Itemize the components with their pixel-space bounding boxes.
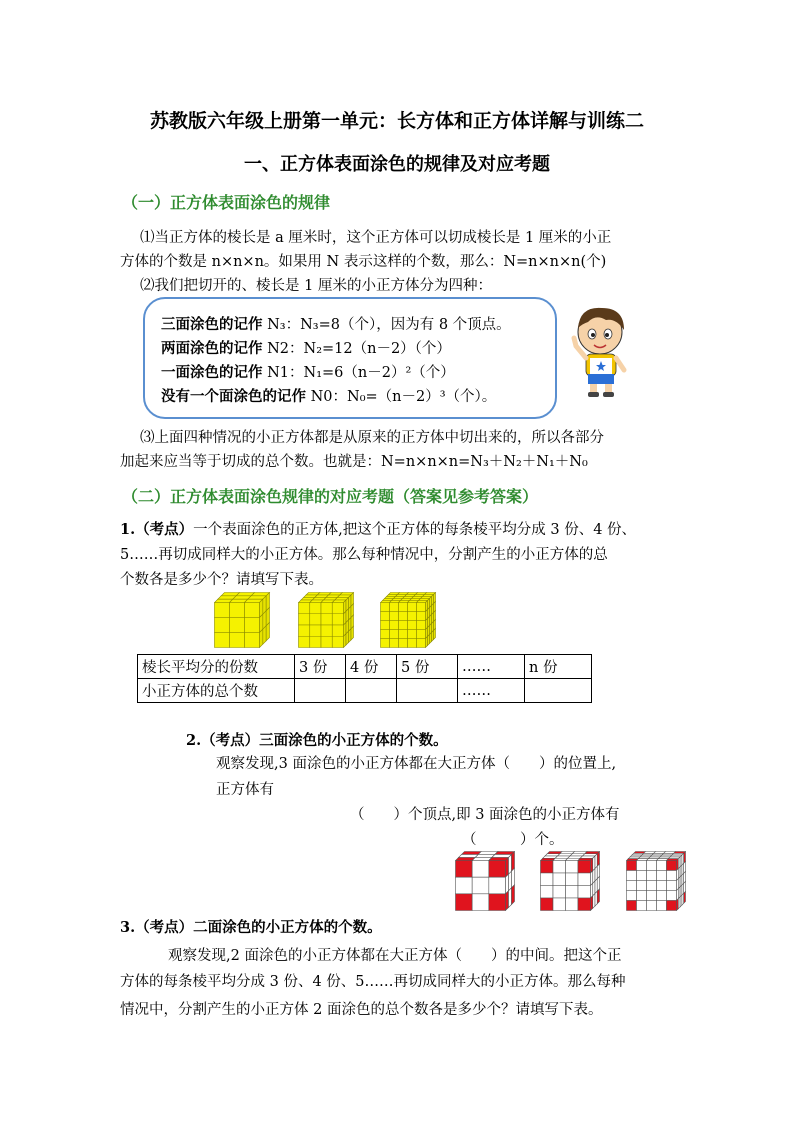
- red-corner-cube-3x3: [455, 851, 515, 911]
- yellow-cube-4x4: [298, 592, 358, 648]
- document-title: 苏教版六年级上册第一单元：长方体和正方体详解与训练二: [149, 110, 644, 132]
- answer-cell[interactable]: [295, 679, 346, 703]
- table-cell: 3 份: [295, 655, 346, 679]
- table-cell: 小正方体的总个数: [138, 679, 295, 703]
- rule1-line2: 方体的个数是 n×n×n。如果用 N 表示这样的个数，那么：N=n×n×n(个): [120, 254, 607, 270]
- table-cell: 4 份: [346, 655, 397, 679]
- q3-heading: 3.（考点）二面涂色的小正方体的个数。: [120, 919, 382, 936]
- rule2-line1: ⑵我们把切开的、棱长是 1 厘米的小正方体分为四种：: [140, 278, 492, 294]
- q1-line2: 5……再切成同样大的小正方体。那么每种情况中，分割产生的小正方体的总: [120, 547, 608, 563]
- q2-heading: 2.（考点）三面涂色的小正方体的个数。: [186, 732, 448, 749]
- formula-no-face: 没有一个面涂色的记作 N0：N₀=（n－2）³（个）。: [161, 388, 497, 405]
- q1-table: [137, 654, 592, 703]
- formula-two-faces: 两面涂色的记作 N2：N₂=12（n－2）（个）: [161, 340, 451, 357]
- table-row: [138, 655, 592, 679]
- q1-line3: 个数各是多少个？请填写下表。: [120, 572, 323, 588]
- answer-cell[interactable]: [397, 679, 458, 703]
- answer-cell[interactable]: [346, 679, 397, 703]
- formula-one-face: 一面涂色的记作 N1：N₁=6（n－2）²（个）: [161, 364, 455, 381]
- q3-line2: 方体的每条棱平均分成 3 份、4 份、5……再切成同样大的小正方体。那么每种: [120, 974, 626, 990]
- red-corner-cube-4x4: [540, 851, 600, 911]
- rule3-line1: ⑶上面四种情况的小正方体都是从原来的正方体中切出来的，所以各部分: [140, 430, 604, 446]
- q2-line3: （ ）个顶点,即 3 面涂色的小正方体有: [350, 807, 620, 823]
- table-cell: 棱长平均分的份数: [138, 655, 295, 679]
- table-cell: ……: [458, 655, 525, 679]
- table-cell: n 份: [525, 655, 592, 679]
- q1-line1: 1.（考点）一个表面涂色的正方体,把这个正方体的每条棱平均分成 3 份、4 份、: [120, 521, 637, 538]
- section-title: 一、正方体表面涂色的规律及对应考题: [244, 154, 550, 175]
- rule1-line1: ⑴当正方体的棱长是 a 厘米时，这个正方体可以切成棱长是 1 厘米的小正: [140, 230, 612, 246]
- q2-line2: 正方体有: [216, 782, 274, 798]
- cartoon-boy-illustration: [566, 302, 636, 398]
- section1-heading: （一）正方体表面涂色的规律: [122, 193, 331, 212]
- yellow-cube-5x5: [380, 592, 440, 648]
- q3-line1: 观察发现,2 面涂色的小正方体都在大正方体（ ）的中间。把这个正: [168, 948, 622, 964]
- section2-heading: （二）正方体表面涂色规律的对应考题（答案见参考答案）: [122, 487, 539, 506]
- red-corner-cube-5x5: [626, 851, 686, 911]
- answer-cell[interactable]: [525, 679, 592, 703]
- formula-three-faces: 三面涂色的记作 N₃：N₃=8（个），因为有 8 个顶点。: [161, 316, 511, 333]
- yellow-cube-3x3: [214, 592, 274, 648]
- q2-line4: （ ）个。: [462, 832, 564, 848]
- formula-box: [143, 297, 557, 419]
- table-cell: ……: [458, 679, 525, 703]
- rule3-line2: 加起来应当等于切成的总个数。也就是：N=n×n×n=N₃＋N₂＋N₁＋N₀: [120, 454, 588, 470]
- q3-line3: 情况中，分割产生的小正方体 2 面涂色的总个数各是多少个？请填写下表。: [120, 1002, 603, 1018]
- table-row: [138, 679, 592, 703]
- table-cell: 5 份: [397, 655, 458, 679]
- q2-line1: 观察发现,3 面涂色的小正方体都在大正方体（ ）的位置上,: [216, 756, 617, 772]
